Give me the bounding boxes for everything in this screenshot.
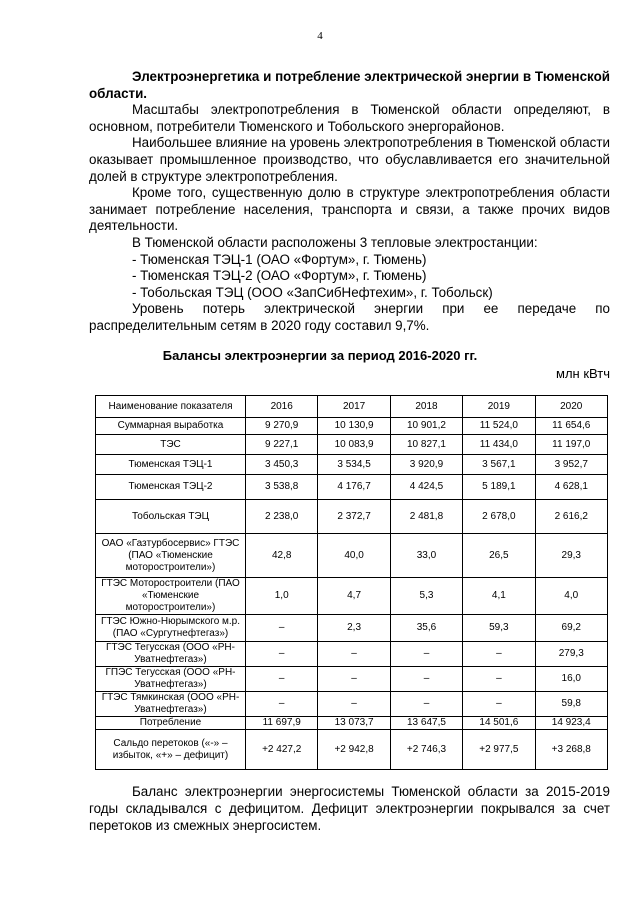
value-cell: 42,8 [246, 534, 318, 578]
value-cell: – [390, 667, 462, 692]
value-cell: 4,0 [535, 578, 607, 615]
value-cell: 9 227,1 [246, 435, 318, 455]
value-cell: 35,6 [390, 615, 462, 642]
value-cell: 11 697,9 [246, 717, 318, 730]
value-cell: – [390, 642, 462, 667]
value-cell: 33,0 [390, 534, 462, 578]
value-cell: 5 189,1 [463, 475, 535, 500]
value-cell: 3 952,7 [535, 455, 607, 475]
value-cell: 2 678,0 [463, 500, 535, 534]
value-cell: – [463, 692, 535, 717]
value-cell: 3 567,1 [463, 455, 535, 475]
value-cell: 10 827,1 [390, 435, 462, 455]
header-cell: Наименование показателя [96, 396, 246, 418]
value-cell: 10 083,9 [318, 435, 390, 455]
table-row [96, 475, 608, 500]
plant-list-item: - Тюменская ТЭЦ-2 (ОАО «Фортум», г. Тюмень) [132, 268, 427, 284]
value-cell: 2,3 [318, 615, 390, 642]
paragraph: Кроме того, существенную долю в структуре электропотребления области занимает потребление населения, транспорта и связи, а также прочих видов деятельности. [89, 185, 610, 234]
value-cell: 11 434,0 [463, 435, 535, 455]
value-cell: – [390, 692, 462, 717]
value-cell: +3 268,8 [535, 730, 607, 770]
value-cell: 2 616,2 [535, 500, 607, 534]
value-cell: 40,0 [318, 534, 390, 578]
value-cell: – [463, 667, 535, 692]
value-cell: 2 238,0 [246, 500, 318, 534]
table-units: млн кВтч [556, 366, 610, 381]
value-cell: 5,3 [390, 578, 462, 615]
table-title: Балансы электроэнергии за период 2016-2020 гг. [162, 348, 478, 363]
row-label: Потребление [96, 717, 246, 730]
value-cell: 10 130,9 [318, 418, 390, 435]
value-cell: 13 647,5 [390, 717, 462, 730]
value-cell: 4 628,1 [535, 475, 607, 500]
value-cell: 59,3 [463, 615, 535, 642]
row-label: ТЭС [96, 435, 246, 455]
table-row [96, 578, 608, 615]
paragraph: Масштабы электропотребления в Тюменской области определяют, в основном, потребители Тюменского и Тобольского энергорайонов. [89, 102, 610, 134]
value-cell: 10 901,2 [390, 418, 462, 435]
row-label: Суммарная выработка [96, 418, 246, 435]
value-cell: +2 746,3 [390, 730, 462, 770]
value-cell: 16,0 [535, 667, 607, 692]
row-label: Тюменская ТЭЦ-2 [96, 475, 246, 500]
table-row [96, 500, 608, 534]
value-cell: – [246, 692, 318, 717]
value-cell: 13 073,7 [318, 717, 390, 730]
page-number: 4 [317, 30, 323, 42]
value-cell: 2 372,7 [318, 500, 390, 534]
value-cell: +2 977,5 [463, 730, 535, 770]
section-heading: Электроэнергетика и потребление электрической энергии в Тюменской области. [89, 69, 610, 101]
table-row [96, 435, 608, 455]
value-cell: +2 942,8 [318, 730, 390, 770]
row-label: ГТЭС Тегусская (ООО «РН-Уватнефтегаз») [96, 642, 246, 667]
table-row [96, 692, 608, 717]
paragraph-losses: Уровень потерь электрической энергии при ее передаче по распределительным сетям в 2020 году составил 9,7%. [89, 301, 610, 333]
row-label: ГТЭС Южно-Нюрымского м.р. (ПАО «Сургутнефтегаз») [96, 615, 246, 642]
row-label: Тюменская ТЭЦ-1 [96, 455, 246, 475]
value-cell: – [318, 692, 390, 717]
value-cell: 2 481,8 [390, 500, 462, 534]
header-cell: 2016 [246, 396, 318, 418]
value-cell: – [246, 667, 318, 692]
row-label: ГТЭС Моторостроители (ПАО «Тюменские моторостроители») [96, 578, 246, 615]
value-cell: 3 450,3 [246, 455, 318, 475]
plant-list-item: - Тюменская ТЭЦ-1 (ОАО «Фортум», г. Тюмень) [132, 251, 427, 267]
row-label: ГПЭС Тегусская (ООО «РН-Уватнефтегаз») [96, 667, 246, 692]
value-cell: 69,2 [535, 615, 607, 642]
value-cell: – [246, 615, 318, 642]
table-row [96, 534, 608, 578]
value-cell: 1,0 [246, 578, 318, 615]
table-row [96, 615, 608, 642]
table-row [96, 667, 608, 692]
value-cell: 29,3 [535, 534, 607, 578]
table-header-row [96, 396, 608, 418]
value-cell: 14 923,4 [535, 717, 607, 730]
value-cell: – [246, 642, 318, 667]
header-cell: 2020 [535, 396, 607, 418]
value-cell: 11 524,0 [463, 418, 535, 435]
value-cell: +2 427,2 [246, 730, 318, 770]
table-row [96, 730, 608, 770]
value-cell: 3 538,8 [246, 475, 318, 500]
header-cell: 2019 [463, 396, 535, 418]
table-row [96, 642, 608, 667]
table-row [96, 717, 608, 730]
value-cell: – [318, 667, 390, 692]
value-cell: 4 424,5 [390, 475, 462, 500]
value-cell: 26,5 [463, 534, 535, 578]
row-label: Тобольская ТЭЦ [96, 500, 246, 534]
value-cell: – [463, 642, 535, 667]
paragraph: Баланс электроэнергии энергосистемы Тюменской области за 2015-2019 годы складывался с дефицитом. Дефицит электроэнергии покрывался за счет перетоков из смежных энергосистем. [89, 784, 610, 833]
row-label: Сальдо перетоков («-» – избыток, «+» – дефицит) [96, 730, 246, 770]
value-cell: 4 176,7 [318, 475, 390, 500]
table-row [96, 455, 608, 475]
value-cell: 11 654,6 [535, 418, 607, 435]
value-cell: 9 270,9 [246, 418, 318, 435]
header-cell: 2017 [318, 396, 390, 418]
value-cell: 11 197,0 [535, 435, 607, 455]
value-cell: 3 534,5 [318, 455, 390, 475]
value-cell: 4,7 [318, 578, 390, 615]
intro-text [89, 69, 610, 335]
plant-list-item: - Тобольская ТЭЦ (ООО «ЗапСибНефтехим», г. Тобольск) [132, 284, 493, 300]
paragraph: Наибольшее влияние на уровень электропотребления в Тюменской области оказывает промышленное производство, что обуславливается его значительной долей в структуре электропотребления. [89, 135, 610, 184]
value-cell: 4,1 [463, 578, 535, 615]
value-cell: – [318, 642, 390, 667]
row-label: ОАО «Газтурбосервис» ГТЭС (ПАО «Тюменские моторостроители») [96, 534, 246, 578]
value-cell: 14 501,6 [463, 717, 535, 730]
header-cell: 2018 [390, 396, 462, 418]
value-cell: 3 920,9 [390, 455, 462, 475]
row-label: ГТЭС Тямкинская (ООО «РН-Уватнефтегаз») [96, 692, 246, 717]
table-row [96, 418, 608, 435]
value-cell: 59,8 [535, 692, 607, 717]
balance-table [95, 395, 608, 770]
closing-text [89, 783, 610, 834]
paragraph: В Тюменской области расположены 3 тепловые электростанции: [132, 234, 538, 250]
value-cell: 279,3 [535, 642, 607, 667]
